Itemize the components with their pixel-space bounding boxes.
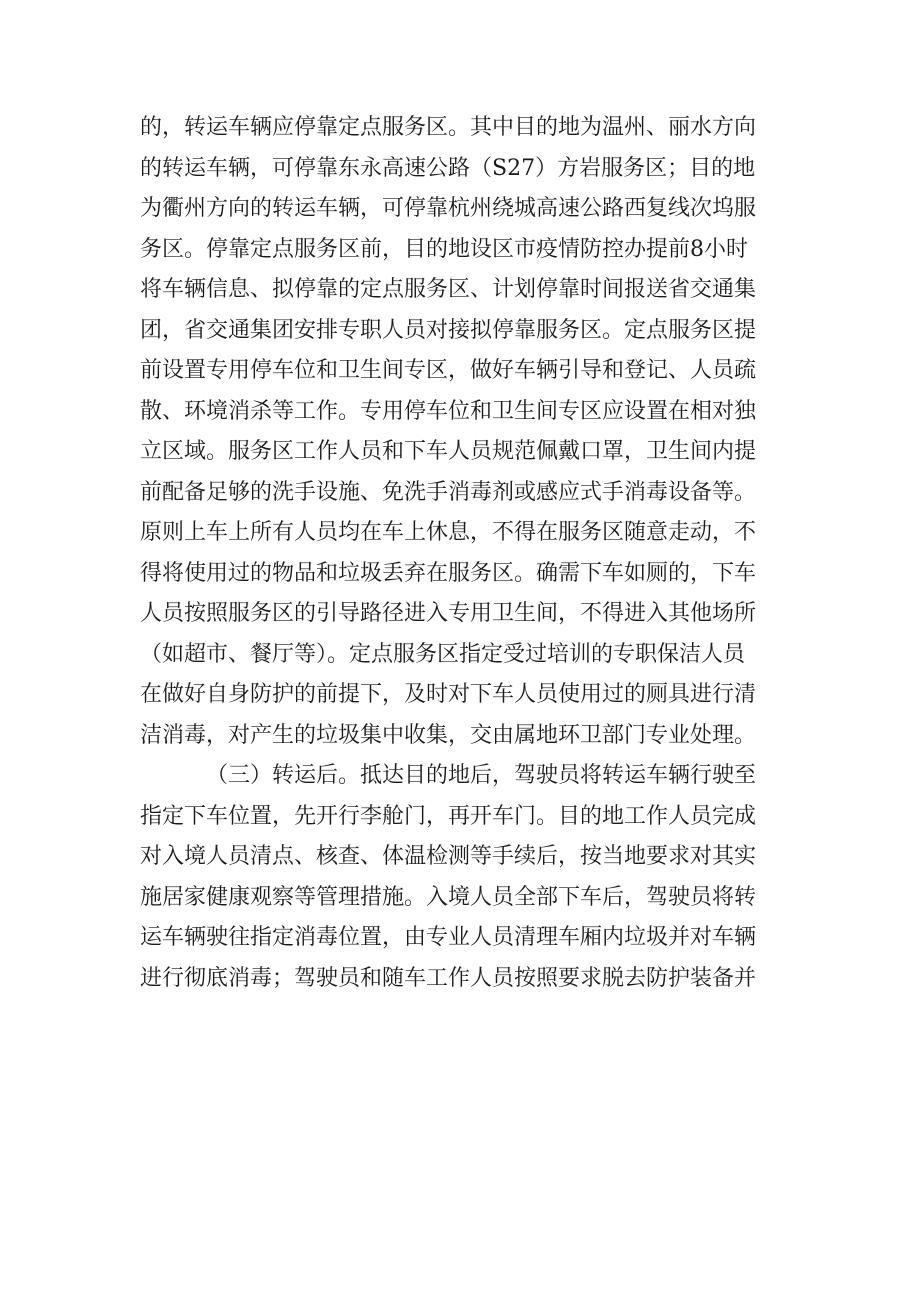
document-body (140, 108, 800, 999)
text-line: 立区域。服务区工作人员和下车人员规范佩戴口罩，卫生间内提 (140, 439, 757, 464)
text-line: 对入境人员清点、核查、体温检测等手续后，按当地要求对其实 (140, 844, 757, 869)
text-line: 人员按照服务区的引导路径进入专用卫生间，不得进入其他场所 (140, 601, 757, 626)
text-line: 得将使用过的物品和垃圾丢弃在服务区。确需下车如厕的，下车 (140, 560, 757, 586)
text-line: 将车辆信息、拟停靠的定点服务区、计划停靠时间报送省交通集 (140, 277, 757, 302)
text-line: 原则上车上所有人员均在车上休息，不得在服务区随意走动，不 (140, 520, 757, 545)
text-line: 施居家健康观察等管理措施。入境人员全部下车后，驾驶员将转 (140, 884, 757, 910)
text-line: 团，省交通集团安排专职人员对接拟停靠服务区。定点服务区提 (140, 317, 757, 343)
text-line: 为衢州方向的转运车辆，可停靠杭州绕城高速公路西复线次坞服 (140, 196, 757, 221)
text-line: 散、环境消杀等工作。专用停车位和卫生间专区应设置在相对独 (140, 398, 757, 424)
text-line: 洁消毒，对产生的垃圾集中收集，交由属地环卫部门专业处理。 (140, 722, 757, 748)
text-line: 在做好自身防护的前提下，及时对下车人员使用过的厕具进行清 (140, 682, 757, 707)
text-line: 指定下车位置，先开行李舱门，再开车门。目的地工作人员完成 (140, 803, 757, 829)
text-line: 前配备足够的洗手设施、免洗手消毒剂或感应式手消毒设备等。 (140, 479, 757, 505)
text-line: 的转运车辆，可停靠东永高速公路（S27）方岩服务区；目的地 (140, 155, 756, 181)
text-line: 的，转运车辆应停靠定点服务区。其中目的地为温州、丽水方向 (140, 115, 757, 140)
text-line: 务区。停靠定点服务区前，目的地设区市疫情防控办提前8小时 (140, 236, 748, 262)
text-line: 前设置专用停车位和卫生间专区，做好车辆引导和登记、人员疏 (140, 358, 757, 383)
text-line: （三）转运后。抵达目的地后，驾驶员将转运车辆行驶至 (206, 763, 757, 788)
paragraph-1 (140, 108, 800, 756)
text-line: 进行彻底消毒；驾驶员和随车工作人员按照要求脱去防护装备并 (140, 965, 757, 991)
text-line: 运车辆驶往指定消毒位置，由专业人员清理车厢内垃圾并对车辆 (140, 925, 757, 950)
text-line: （如超市、餐厅等）。定点服务区指定受过培训的专职保洁人员 (140, 641, 746, 667)
paragraph-2 (140, 756, 800, 999)
